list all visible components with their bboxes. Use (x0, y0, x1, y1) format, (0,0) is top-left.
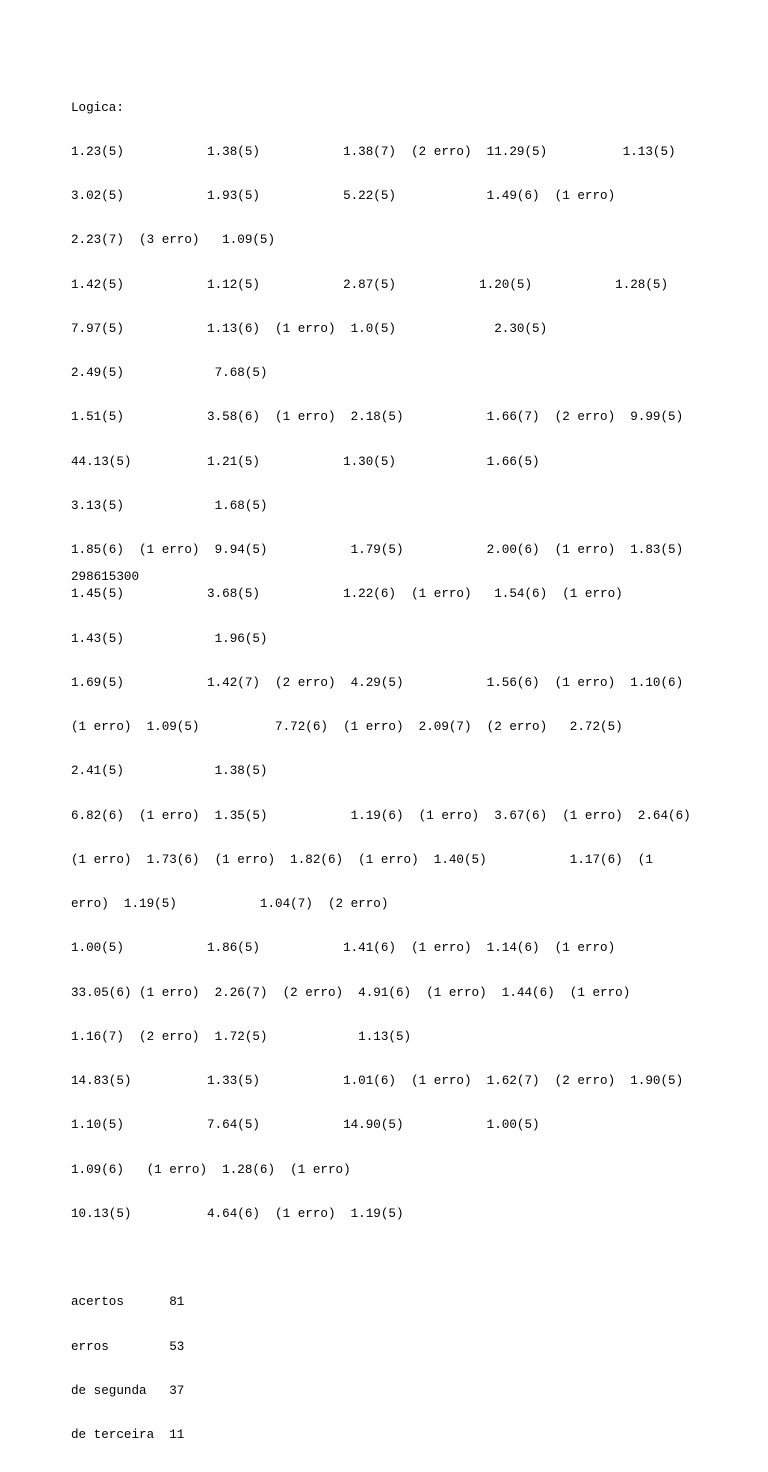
doc-line: 1.43(5) 1.96(5) (71, 631, 268, 646)
doc-line: 1.23(5) 1.38(5) 1.38(7) (2 erro) 11.29(5) 1.13(5) (71, 144, 676, 159)
doc-blank-line (71, 1251, 691, 1266)
doc-line: 1.16(7) (2 erro) 1.72(5) 1.13(5) (71, 1029, 412, 1044)
summary-de-segunda: de segunda 37 (71, 1383, 185, 1398)
doc-line: 2.49(5) 7.68(5) (71, 366, 268, 380)
doc-line: 2.41(5) 1.38(5) (71, 764, 268, 779)
doc-line: 1.09(6) (1 erro) 1.28(6) (1 erro) (71, 1162, 351, 1177)
doc-line: 10.13(5) 4.64(6) (1 erro) 1.19(5) (71, 1206, 404, 1221)
doc-line: 33.05(6) (1 erro) 2.26(7) (2 erro) 4.91(6) (1 erro) 1.44(6) (1 erro) (71, 985, 631, 1000)
doc-line: 1.51(5) 3.58(6) (1 erro) 2.18(5) 1.66(7) (2 erro) 9.99(5) (71, 410, 684, 425)
doc-line: 6.82(6) (1 erro) 1.35(5) 1.19(6) (1 erro) 3.67(6) (1 erro) 2.64(6) (71, 808, 691, 823)
footer-number: 298615300 (71, 570, 140, 584)
doc-line: 44.13(5) 1.21(5) 1.30(5) 1.66(5) (71, 454, 540, 469)
doc-line: 3.13(5) 1.68(5) (71, 498, 268, 513)
doc-line: 7.97(5) 1.13(6) (1 erro) 1.0(5) 2.30(5) (71, 321, 548, 336)
doc-line-title: Logica: (71, 100, 124, 115)
doc-line: 1.42(5) 1.12(5) 2.87(5) 1.20(5) 1.28(5) (71, 277, 669, 292)
summary-de-terceira: de terceira 11 (71, 1428, 185, 1442)
document-body (71, 71, 691, 1472)
doc-line: (1 erro) 1.73(6) (1 erro) 1.82(6) (1 erro) 1.40(5) 1.17(6) (1 (71, 852, 653, 867)
doc-line: 1.45(5) 3.68(5) 1.22(6) (1 erro) 1.54(6) (1 erro) (71, 587, 623, 602)
summary-acertos: acertos 81 (71, 1295, 185, 1310)
doc-line: 1.10(5) 7.64(5) 14.90(5) 1.00(5) (71, 1118, 540, 1133)
doc-line: 3.02(5) 1.93(5) 5.22(5) 1.49(6) (1 erro) (71, 189, 616, 203)
summary-erros: erros 53 (71, 1339, 185, 1354)
doc-line: 1.69(5) 1.42(7) (2 erro) 4.29(5) 1.56(6) (1 erro) 1.10(6) (71, 675, 684, 690)
doc-line: erro) 1.19(5) 1.04(7) (2 erro) (71, 897, 389, 911)
doc-line: 1.85(6) (1 erro) 9.94(5) 1.79(5) 2.00(6) (1 erro) 1.83(5) (71, 543, 684, 557)
doc-line: 2.23(7) (3 erro) 1.09(5) (71, 233, 276, 248)
doc-line: 1.00(5) 1.86(5) 1.41(6) (1 erro) 1.14(6) (1 erro) (71, 941, 616, 956)
doc-line: 14.83(5) 1.33(5) 1.01(6) (1 erro) 1.62(7) (2 erro) 1.90(5) (71, 1074, 684, 1088)
doc-line: (1 erro) 1.09(5) 7.72(6) (1 erro) 2.09(7) (2 erro) 2.72(5) (71, 720, 623, 734)
